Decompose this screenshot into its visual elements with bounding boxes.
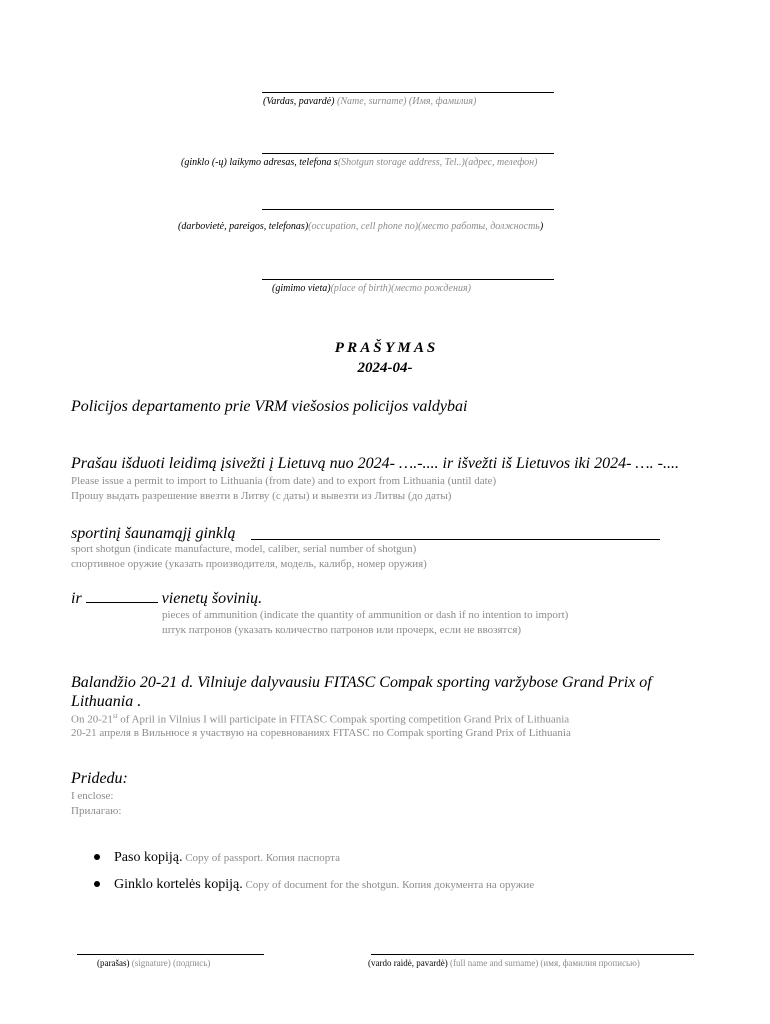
fullname-caption: (vardo raidė, pavardė) (full name and surname) (имя, фамилия прописью) [368, 958, 640, 968]
attachment-shotgun-card: Ginklo kortelės kopiją. Copy of document for the shotgun. Копия документа на оружие [94, 877, 534, 893]
event-ru: 20-21 апреля в Вильнюсе я участвую на соревнованиях FITASC по Compak sporting Grand Prix of Lithuania [71, 727, 571, 739]
event-line-1: Balandžio 20-21 d. Vilniuje dalyvausiu FITASC Compak sporting varžybose Grand Prix of [71, 674, 652, 691]
address-caption: (ginklo (-ų) laikymo adresas, telefona s(Shotgun storage address, Tel..)(адрес, телефон) [181, 157, 538, 168]
name-caption: (Vardas, pavardė) (Name, surname) (Имя, фамилия) [263, 96, 477, 107]
attachment-passport: Paso kopiją. Copy of passport. Копия паспорта [94, 850, 340, 866]
request-ru: Прошу выдать разрешение ввезти в Литву (с даты) и вывезти из Литвы (до даты) [71, 490, 452, 502]
bullet-icon [94, 881, 100, 887]
ammo-ru: штук патронов (указать количество патронов или прочерк, если не ввозятся) [162, 624, 522, 636]
signature-caption: (parašas) (signature) (подпись) [97, 958, 211, 968]
event-en: On 20-21st of April in Vilnius I will participate in FITASC Compak sporting competition Grand Prix of Lithuania [71, 712, 570, 726]
enclose-heading: Pridedu: [71, 770, 128, 787]
signature-line[interactable] [77, 954, 264, 955]
fullname-line[interactable] [371, 954, 694, 955]
weapon-ru: спортивное оружие (указать производителя, модель, калибр, номер оружия) [71, 558, 427, 570]
occupation-caption: (darbovietė, pareigos, telefonas)(occupation, cell phone no)(место работы, должность) [178, 221, 544, 232]
enclose-ru: Прилагаю: [71, 805, 122, 817]
weapon-label: sportinį šaunamąjį ginklą [71, 525, 236, 542]
weapon-line[interactable] [251, 539, 660, 540]
address-line[interactable] [262, 153, 554, 154]
request-en: Please issue a permit to import to Lithuania (from date) and to export from Lithuania (until date) [71, 475, 497, 487]
document-title: P R A Š Y M A S [334, 340, 436, 356]
birthplace-caption: (gimimo vieta)(place of birth)(место рождения) [272, 283, 471, 294]
bullet-icon [94, 854, 100, 860]
enclose-en: I enclose: [71, 790, 114, 802]
birthplace-line[interactable] [262, 279, 554, 280]
request-text: Prašau išduoti leidimą įsivežti į Lietuvą nuo 2024- ….-.... ir išvežti iš Lietuvos iki 2024- …. -.... [71, 455, 679, 472]
occupation-line[interactable] [262, 209, 554, 210]
addressee: Policijos departamento prie VRM viešosios policijos valdybai [71, 398, 468, 415]
document-date: 2024-04- [357, 360, 413, 376]
name-line[interactable] [262, 92, 554, 93]
ammo-en: pieces of ammunition (indicate the quantity of ammunition or dash if no intention to import) [162, 609, 569, 621]
event-line-2: Lithuania . [71, 693, 142, 710]
weapon-en: sport shotgun (indicate manufacture, model, caliber, serial number of shotgun) [71, 543, 417, 555]
ammo-label: ir vienetų šovinių. [71, 590, 263, 607]
ammo-quantity-blank[interactable] [86, 590, 158, 603]
